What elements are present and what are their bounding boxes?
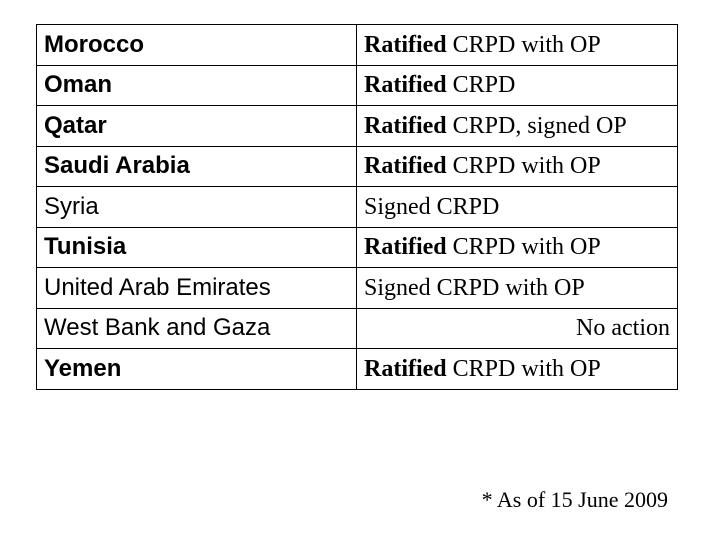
status-text: CRPD with OP (446, 355, 601, 382)
status-bold-text: Ratified (364, 153, 447, 180)
country-cell: West Bank and Gaza (37, 308, 357, 349)
status-cell (357, 146, 678, 187)
table-row (37, 349, 678, 390)
status-text: No action (576, 315, 670, 342)
status-text: CRPD, signed OP (446, 112, 627, 139)
status-cell (357, 268, 678, 309)
footnote: * As of 15 June 2009 (481, 487, 668, 512)
table-row (37, 187, 678, 228)
country-cell: Saudi Arabia (37, 146, 357, 187)
country-cell: Tunisia (37, 227, 357, 268)
status-cell (357, 349, 678, 390)
table-row (37, 25, 678, 66)
country-cell: Oman (37, 65, 357, 106)
country-cell: Morocco (37, 25, 357, 66)
table-row (37, 268, 678, 309)
country-cell: Syria (37, 187, 357, 228)
status-bold-text: Ratified (364, 355, 447, 382)
status-cell (357, 308, 678, 349)
country-cell: United Arab Emirates (37, 268, 357, 309)
status-cell (357, 65, 678, 106)
status-cell (357, 187, 678, 228)
status-text: CRPD with OP (446, 31, 601, 58)
status-bold-text: Ratified (364, 234, 447, 261)
status-text: Signed CRPD (364, 193, 500, 220)
status-cell (357, 25, 678, 66)
status-text: CRPD (446, 72, 516, 99)
status-bold-text: Ratified (364, 112, 447, 139)
table-row (37, 227, 678, 268)
table-row (37, 308, 678, 349)
country-cell: Qatar (37, 106, 357, 147)
status-cell (357, 227, 678, 268)
country-cell: Yemen (37, 349, 357, 390)
status-bold-text: Ratified (364, 31, 447, 58)
status-bold-text: Ratified (364, 72, 447, 99)
table-row (37, 146, 678, 187)
status-text: CRPD with OP (446, 153, 601, 180)
crpd-status-table (36, 24, 678, 390)
status-cell (357, 106, 678, 147)
table-row (37, 65, 678, 106)
status-text: Signed CRPD with OP (364, 274, 585, 301)
table-row (37, 106, 678, 147)
status-text: CRPD with OP (446, 234, 601, 261)
